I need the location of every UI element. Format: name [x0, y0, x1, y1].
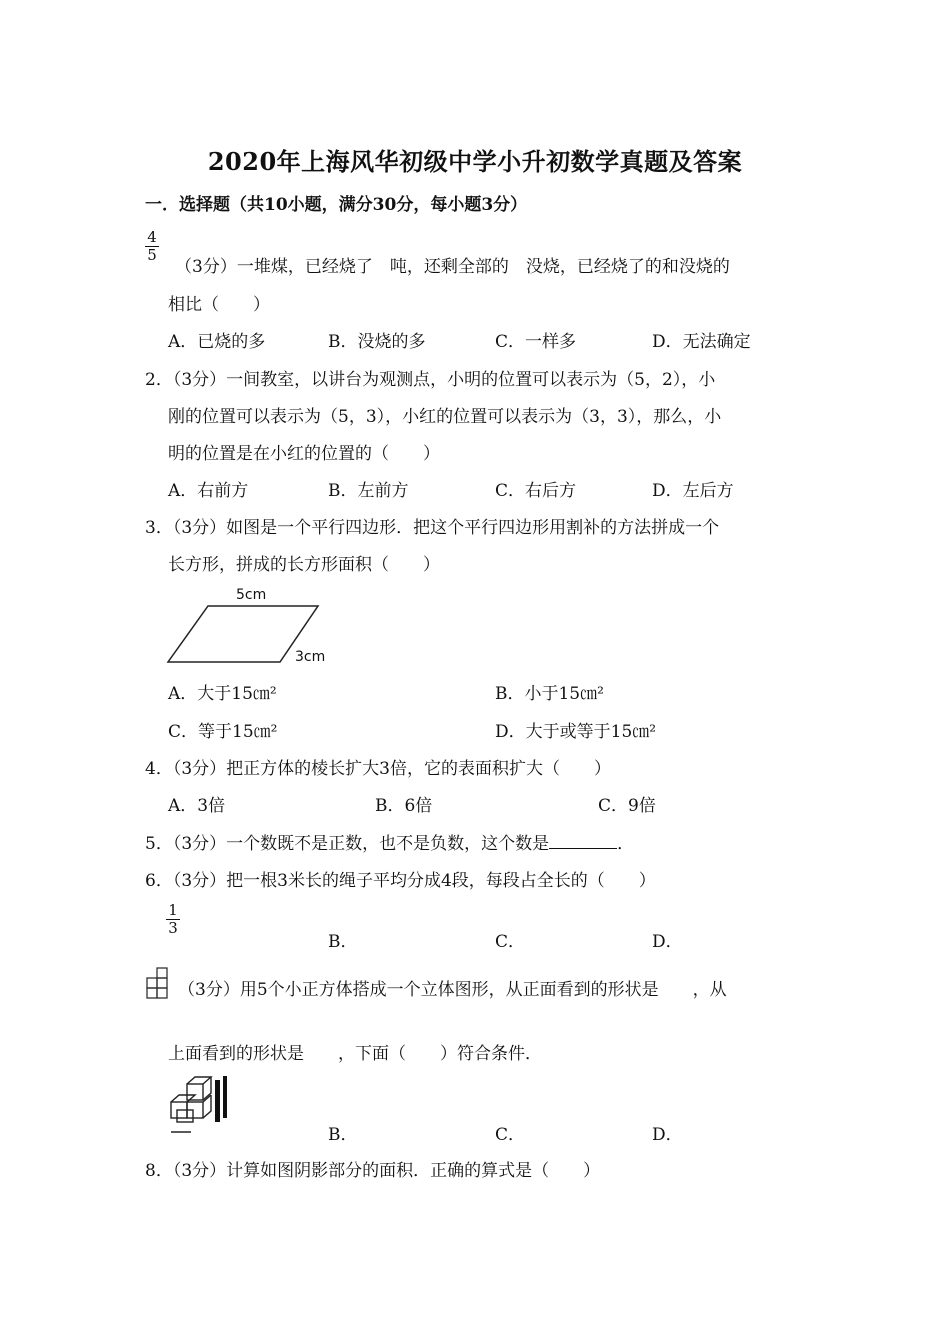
- q1-option-c: C．一样多: [495, 332, 577, 352]
- q3-option-a: A．大于15㎝²: [168, 684, 277, 704]
- q5-tail: ．: [617, 834, 635, 854]
- q1-line-2: 相比（ ）: [168, 295, 270, 315]
- q6-option-a-fraction: [166, 902, 180, 937]
- parallelogram-figure: [160, 582, 330, 672]
- q6-line-1: 6．（3分）把一根3米长的绳子平均分成4段，每段占全长的（ ）: [145, 871, 656, 891]
- q7-front-view-icon: [145, 966, 173, 1002]
- parallelogram-top-label: 5cm: [236, 587, 267, 603]
- q7-option-b: B．: [328, 1125, 358, 1145]
- q4-option-c: C．9倍: [598, 796, 656, 816]
- section-heading: 一．选择题（共10小题，满分30分，每小题3分）: [145, 195, 528, 215]
- q1-line-1: （3分）一堆煤，已经烧了 吨，还剩全部的 没烧，已经烧了的和没烧的: [175, 257, 730, 277]
- q2-line-3: 明的位置是在小红的位置的（ ）: [168, 444, 440, 464]
- parallelogram-side-label: 3cm: [295, 649, 326, 665]
- q2-option-c: C．右后方: [495, 481, 577, 501]
- q1-fraction-denominator: 5: [147, 246, 157, 264]
- q6-option-c: C．: [495, 932, 526, 952]
- q5-text: 5．（3分）一个数既不是正数，也不是负数，这个数是: [145, 834, 550, 854]
- q3-option-c: C．等于15㎝²: [168, 722, 278, 742]
- q7-line-2: 上面看到的形状是 ，下面（ ）符合条件．: [168, 1044, 542, 1064]
- q7-line-1: （3分）用5个小正方体搭成一个立体图形，从正面看到的形状是 ，从: [178, 980, 727, 1000]
- q3-option-d: D．大于或等于15㎝²: [495, 722, 657, 742]
- q1-fraction-numerator: 4: [145, 229, 159, 247]
- q7-option-c: C．: [495, 1125, 526, 1145]
- q4-line-1: 4．（3分）把正方体的棱长扩大3倍，它的表面积扩大（ ）: [145, 759, 611, 779]
- page-title: 2020年上海风华初级中学小升初数学真题及答案: [207, 147, 743, 176]
- q1-option-a: A．已烧的多: [168, 332, 266, 352]
- q1-option-b: B．没烧的多: [328, 332, 426, 352]
- q7-option-a-cubes-figure: [165, 1074, 231, 1136]
- q6-fraction-numerator: 1: [166, 902, 180, 920]
- q6-option-b: B．: [328, 932, 358, 952]
- q6-option-d: D．: [652, 932, 683, 952]
- q2-option-b: B．左前方: [328, 481, 409, 501]
- q2-line-2: 刚的位置可以表示为（5，3），小红的位置可以表示为（3，3），那么，小: [168, 407, 722, 427]
- q5-line: [145, 829, 634, 854]
- q6-fraction-denominator: 3: [168, 919, 178, 937]
- q3-line-2: 长方形，拼成的长方形面积（ ）: [168, 555, 440, 575]
- q2-option-a: A．右前方: [168, 481, 249, 501]
- q2-line-1: 2．（3分）一间教室，以讲台为观测点，小明的位置可以表示为（5，2），小: [145, 370, 716, 390]
- q2-option-d: D．左后方: [652, 481, 734, 501]
- q4-option-a: A．3倍: [168, 796, 226, 816]
- q5-answer-blank: [549, 834, 617, 849]
- q7-option-d: D．: [652, 1125, 683, 1145]
- q3-line-1: 3．（3分）如图是一个平行四边形．把这个平行四边形用割补的方法拼成一个: [145, 518, 720, 538]
- q3-option-b: B．小于15㎝²: [495, 684, 604, 704]
- q1-option-d: D．无法确定: [652, 332, 751, 352]
- q4-option-b: B．6倍: [375, 796, 433, 816]
- q1-fraction: [145, 229, 159, 264]
- q8-line-1: 8．（3分）计算如图阴影部分的面积．正确的算式是（ ）: [145, 1161, 601, 1181]
